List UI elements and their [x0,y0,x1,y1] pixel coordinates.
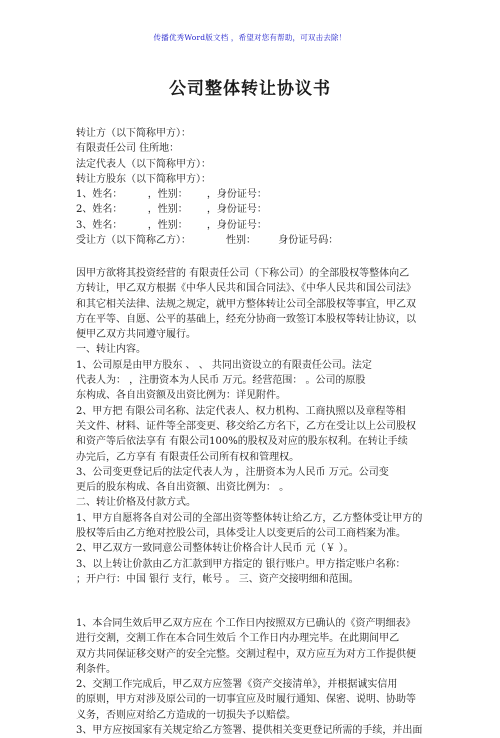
header-note: 传播优秀Word版文档 ，希望对您有帮助，可双击去除！ [153,33,347,42]
body-line: 关文件、材料、证件等全部变更、移交给乙方名下，乙方在受让以上公司股权 [76,420,416,432]
body-line: 义务，否则应对给乙方造成的一切损失予以赔偿。 [76,709,296,721]
body-line: 1、本合同生效后甲乙双方应在 个工作日内按照双方已确认的《资产明细表》 [76,618,416,629]
body-line: 方转让，甲乙双方根据《中华人民共和国合同法》、《中华人民共和国公司法》 [76,283,416,295]
body-line: 利条件。 [76,663,116,675]
body-line: 3、以上转让价款由乙方汇款到甲方指定的 银行账户。甲方指定账户名称： [76,558,406,570]
party-line: 法定代表人（以下简称甲方）： [76,158,211,170]
body-line: ；开户行：中国 银行 支行，帐号 。 三、资产交接明细和范围。 [76,573,359,585]
body-line: 因甲方欲将其投资经营的 有限责任公司（下称公司）的全部股权等整体向乙 [76,268,410,279]
agreement-body [76,266,436,587]
body-line: 2、交割工作完成后，甲乙双方应签署《资产交接清单》，并根据诚实信用 [76,679,398,691]
party-line: 有限责任公司 住所地： [76,143,180,155]
body-line: 方在平等、自愿、公平的基础上，经充分协商一致签订本股权等转让协议，以 [76,313,416,325]
body-line: 3、公司变更登记后的法定代表人为 ，注册资本为人民币 万元。公司变 [76,466,389,478]
body-line: 更后的股东构成、各自出资额、出资比例为： 。 [76,482,290,494]
parties-section [76,126,436,248]
body-line: 股权等后由乙方绝对控股公司，具体受让人以变更后的公司工商档案为准。 [76,528,406,540]
party-line: 受让方（以下简称乙方）： 性别： 身份证号码： [76,235,339,247]
body-line: 和资产等后依法享有 有限公司100%的股权及对应的股东权利。在转让手续 [76,436,408,448]
body-line: 和其它相关法律、法规之规定，就甲方整体转让公司全部股权等事宜，甲乙双 [76,298,416,310]
document-title: 公司整体转让协议书 [169,79,331,99]
party-line: 3、姓名： ，性别： ，身份证号： [76,219,267,231]
party-line: 1、姓名： ，性别： ，身份证号： [76,189,267,201]
body-line: 办完后，乙方享有 有限责任公司所有权和管理权。 [76,451,300,463]
body-line: 1、甲方自愿将各自对公司的全部出资等整体转让给乙方，乙方整体受让甲方的 [76,512,423,524]
body-line: 2、甲乙双方一致同意公司整体转让价格合计人民币 元（￥ ）。 [76,543,354,555]
section-heading: 一、转让内容。 [76,344,146,356]
body-line: 双方共同保证移交财产的安全完整。交割过程中，双方应互为对方工作提供便 [76,648,416,660]
party-line: 转让方（以下简称甲方）： [76,128,191,139]
section-heading: 二、转让价格及付款方式。 [76,497,196,509]
body-line: 进行交割，交割工作在本合同生效后 个工作日内办理完毕。在此期间甲乙 [76,633,400,645]
party-line: 转让方股东（以下简称甲方）： [76,173,211,185]
body-line: 2、甲方把 有限公司名称、法定代表人、权力机构、工商执照以及章程等相 [76,405,406,417]
body-line: 1、公司原是由甲方股东 、 、 共同出资设立的有限责任公司。法定 [76,359,372,371]
body-line: 3、甲方应按国家有关规定给乙方签署、提供相关变更登记所需的手续，并出面 [76,725,423,737]
asset-handover-section [76,616,436,738]
party-line: 2、姓名： ，性别： ，身份证号： [76,204,267,216]
body-line: 东构成、各自出资额及出资比例为：详见附件。 [76,390,286,402]
body-line: 的原则，甲方对涉及原公司的一切事宜应及时履行通知、保密、说明、协助等 [76,694,416,706]
body-line: 便甲乙双方共同遵守履行。 [76,329,196,341]
body-line: 代表人为： ，注册资本为人民币 万元。经营范围： 。公司的原股 [76,375,366,387]
